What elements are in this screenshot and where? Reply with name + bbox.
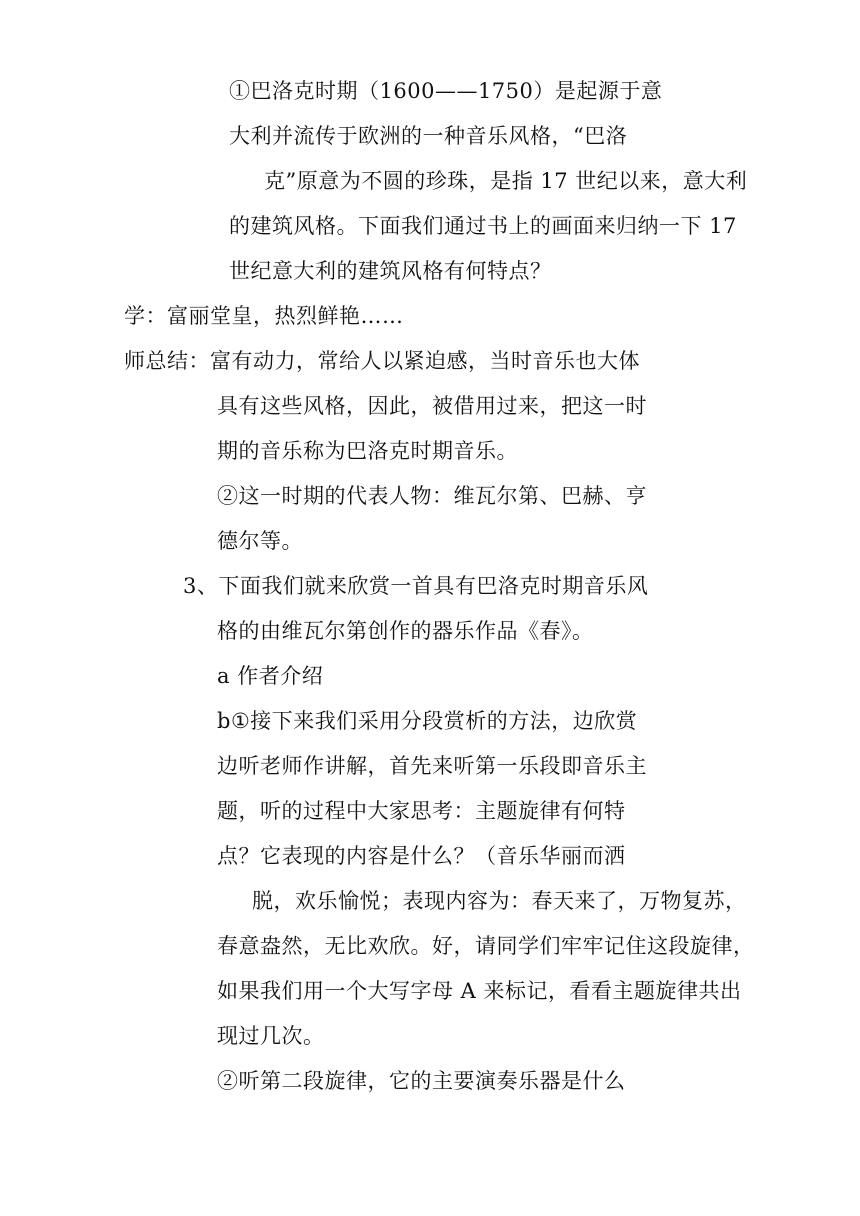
- text-line: 期的音乐称为巴洛克时期音乐。: [217, 439, 518, 463]
- text-line: 点？它表现的内容是什么？（音乐华丽而洒: [217, 844, 626, 868]
- text-line: ②听第二段旋律，它的主要演奏乐器是什么: [217, 1069, 626, 1093]
- text-line: 具有这些风格，因此，被借用过来，把这一时: [217, 394, 647, 418]
- text-line: 边听老师作讲解，首先来听第一乐段即音乐主: [217, 754, 647, 778]
- text-line: 格的由维瓦尔第创作的器乐作品《春》。: [217, 619, 594, 643]
- text-line: ②这一时期的代表人物：维瓦尔第、巴赫、亨: [217, 484, 647, 508]
- text-line: 如果我们用一个大写字母 A 来标记，看看主题旋律共出: [217, 979, 742, 1003]
- text-line: 题，听的过程中大家思考：主题旋律有何特: [217, 799, 626, 823]
- text-line: 克”原意为不圆的珍珠，是指 17 世纪以来，意大利: [264, 169, 748, 193]
- text-line: 脱，欢乐愉悦；表现内容为：春天来了，万物复苏，: [252, 889, 747, 913]
- text-line: 德尔等。: [217, 529, 303, 553]
- text-line: 3、下面我们就来欣赏一首具有巴洛克时期音乐风: [183, 574, 649, 598]
- text-line: 世纪意大利的建筑风格有何特点？: [229, 259, 552, 283]
- text-line: 学：富丽堂皇，热烈鲜艳……: [124, 304, 404, 328]
- text-line: 春意盎然，无比欢欣。好，请同学们牢牢记住这段旋律，: [217, 934, 755, 958]
- text-line: 大利并流传于欧洲的一种音乐风格，“巴洛: [229, 124, 628, 148]
- text-line: a 作者介绍: [217, 664, 324, 688]
- text-line: ①巴洛克时期（1600——1750）是起源于意: [229, 79, 663, 103]
- text-line: 现过几次。: [217, 1024, 325, 1048]
- text-line: 的建筑风格。下面我们通过书上的画面来归纳一下 17: [229, 214, 737, 238]
- text-line: 师总结：富有动力，常给人以紧迫感，当时音乐也大体: [124, 349, 640, 373]
- text-line: b①接下来我们采用分段赏析的方法，边欣赏: [217, 709, 638, 733]
